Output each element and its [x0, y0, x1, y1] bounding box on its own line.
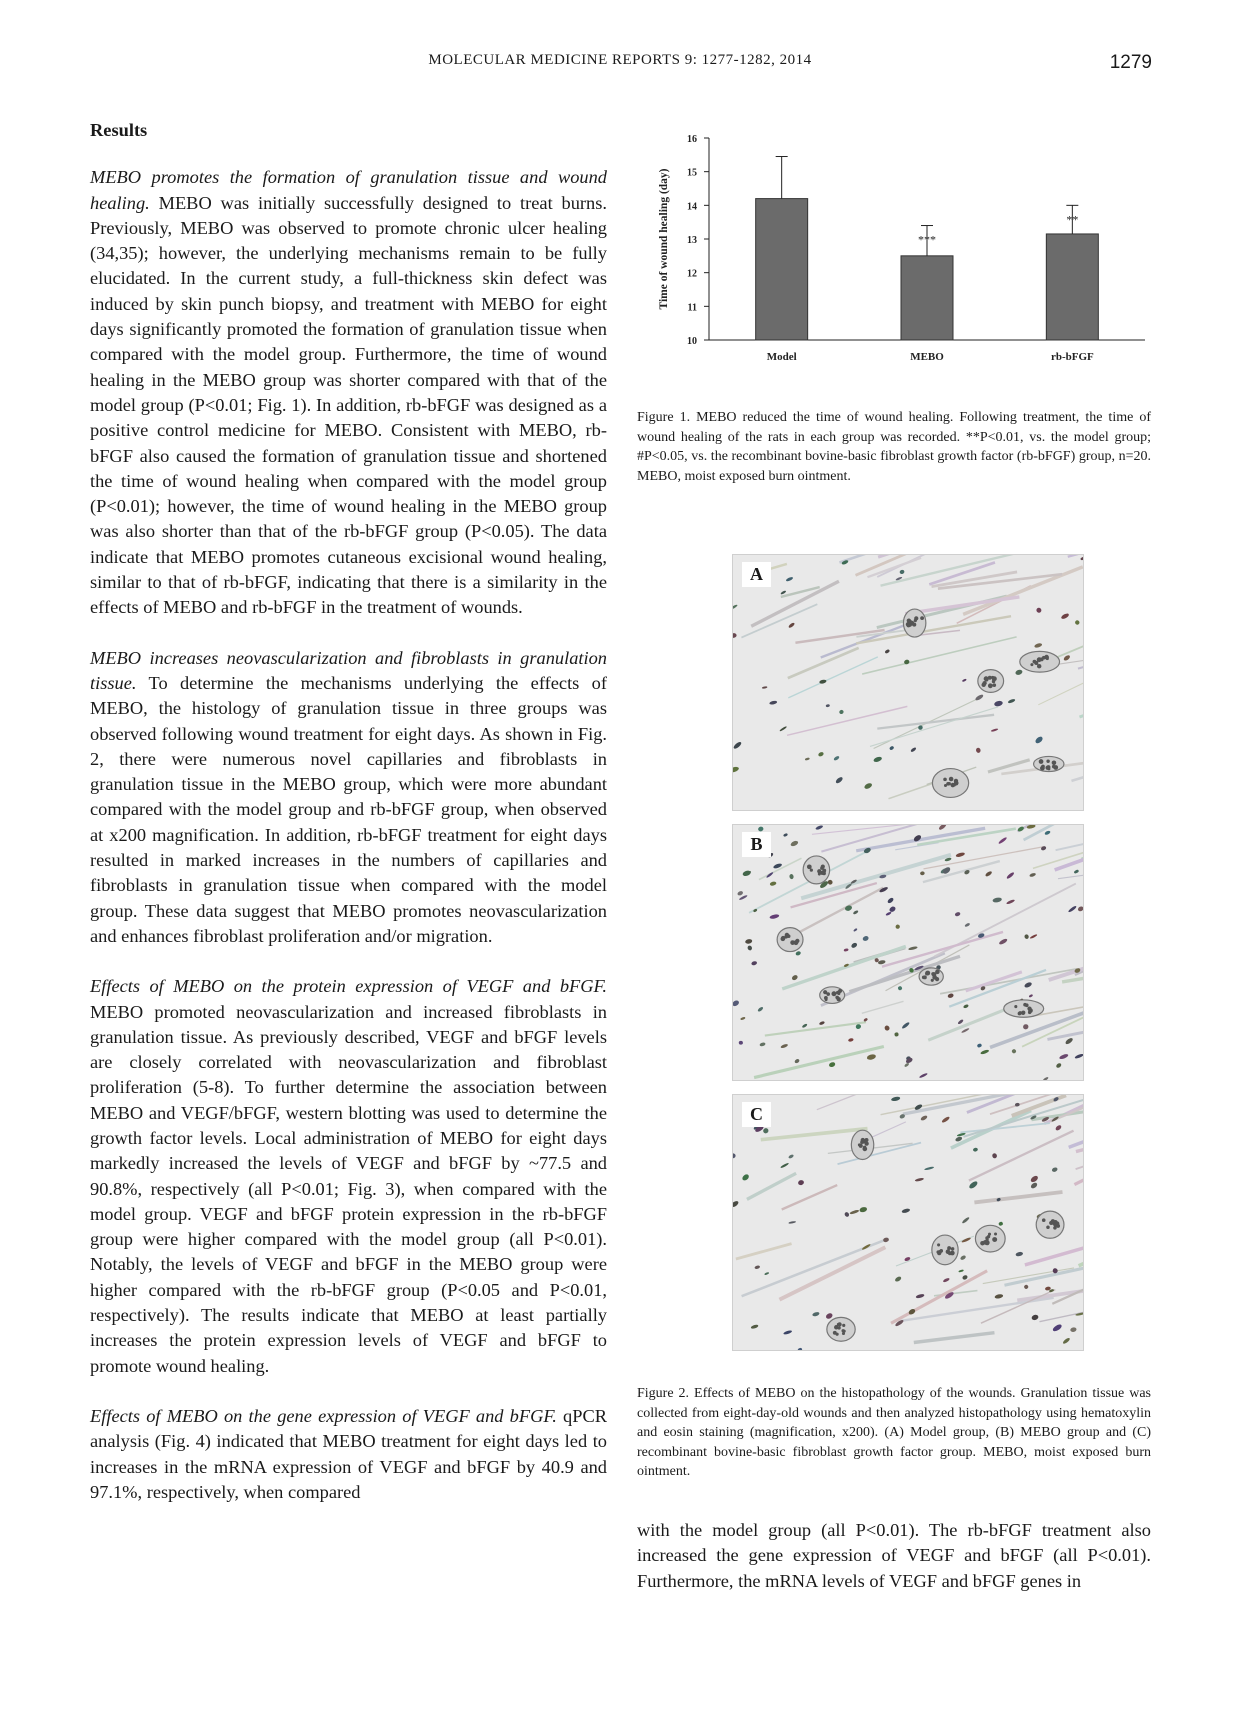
blood-cell [948, 782, 951, 785]
blood-cell [858, 1143, 861, 1146]
bar-rb-bfgf [1046, 234, 1098, 340]
figure2-panel-c [732, 1094, 1084, 1351]
blood-cell [837, 1322, 841, 1326]
blood-cell [988, 683, 993, 688]
blood-cell [988, 676, 992, 680]
blood-cell [1052, 765, 1055, 768]
paragraph-body: MEBO was initially successfully designed to treat burns. Previously, MEBO was observed to promote chronic ulcer healing (34,35); however, the underlying mechanisms remain to be fully elucidated. In the current study, a full-thickness skin defect was induced by skin punch biopsy, and treatment with MEBO for eight days significantly promoted the formation of granulation tissue when compared with the model group. Furthermore, the time of wound healing in the MEBO group was shorter compared with that of the model group (P<0.01; Fig. 1). In addition, rb-bFGF was designed as a positive control medicine for MEBO. Consistent with MEBO, rb-bFGF also caused the formation of granulation tissue and shortened the time of wound healing when compared with the model group (P<0.01); however, the time of wound healing in the MEBO group was also shorter than that of the rb-bFGF group (P<0.05). The data indicate that MEBO promotes cutaneous excisional wound healing, similar to that of rb-bFGF, indicating that there is a similarity in the effects of MEBO and rb-bFGF in the treatment of wounds. [90, 192, 607, 618]
capillary [851, 1130, 873, 1159]
blood-cell [912, 623, 916, 627]
panel-label: A [742, 562, 771, 587]
blood-cell [807, 864, 812, 869]
bar-mebo [901, 256, 953, 340]
blood-cell [992, 683, 996, 687]
blood-cell [790, 940, 795, 945]
bar-chart [637, 128, 1151, 418]
x-tick-label: MEBO [910, 351, 944, 363]
blood-cell [939, 1249, 943, 1253]
blood-cell [984, 676, 989, 681]
blood-cell [821, 865, 825, 869]
blood-cell [842, 1324, 845, 1327]
blood-cell [1042, 1218, 1046, 1222]
paragraph-granulation [90, 165, 607, 620]
blood-cell [1014, 1005, 1017, 1008]
y-tick-label: 10 [687, 336, 697, 347]
blood-cell [841, 1329, 844, 1332]
paragraph-neovascularization [90, 646, 607, 950]
blood-cell [992, 1237, 997, 1242]
blood-cell [986, 1238, 989, 1241]
blood-cell [1046, 760, 1049, 763]
blood-cell [932, 975, 937, 980]
blood-cell [825, 998, 828, 1001]
histology-image-a [733, 555, 1083, 810]
blood-cell [1018, 1011, 1022, 1015]
y-tick-label: 12 [687, 268, 697, 280]
blood-cell [1042, 656, 1046, 660]
figure2-panel-b [732, 824, 1084, 1081]
y-tick-label: 16 [687, 134, 697, 145]
significance-label: ** [1066, 212, 1079, 227]
blood-cell [907, 618, 911, 622]
paragraph-subtitle: MEBO increases neovascularization and fibroblasts in granulation tissue. [90, 647, 607, 693]
blood-cell [1047, 767, 1050, 770]
figure2-caption: Figure 2. Effects of MEBO on the histopathology of the wounds. Granulation tissue was collected from eight-day-old wounds and then analyzed histopathology using hematoxylin and eosin staining (magnification, x200). (A) Model group, (B) MEBO group and (C) recombinant bovine-basic fibroblast growth factor group. MEBO, moist exposed burn ointment. [637, 1386, 1151, 1479]
blood-cell [1025, 1003, 1029, 1007]
bar-model [756, 199, 808, 340]
blood-cell [861, 1141, 864, 1144]
blood-cell [781, 937, 786, 942]
paragraph-subtitle: MEBO promotes the formation of granulation tissue and wound healing. [90, 167, 607, 213]
tissue-background [733, 1095, 1083, 1350]
figure2-panel-a [732, 554, 1084, 811]
capillary [975, 1225, 1005, 1252]
continued-paragraph: with the model group (all P<0.01). The rb-bFGF treatment also increased the gene expression of VEGF and bFGF (all P<0.01). Furthermore, the mRNA levels of VEGF and bFGF genes in [637, 1520, 1151, 1591]
paragraph-body: To determine the mechanisms underlying the effects of MEBO, the histology of granulation tissue in three groups was observed following wound treatment for eight days. As shown in Fig. 2, there were numerous novel capillaries and fibroblasts in granulation tissue in the MEBO group, which were more abundant compared with the model group and rb-bFGF group, when observed at x200 magnification. In addition, rb-bFGF treatment for eight days resulted in marked increases in the numbers of capillaries and fibroblasts in granulation tissue when compared with the model group. These data suggest that MEBO promotes neovascularization and enhances fibroblast proliferation and/or migration. [90, 672, 607, 946]
blood-cell [831, 991, 836, 996]
blood-cell [992, 676, 997, 681]
blood-cell [947, 1246, 951, 1250]
blood-cell [818, 873, 821, 876]
blood-cell [907, 623, 911, 627]
blood-cell [837, 1326, 840, 1329]
y-tick-label: 13 [687, 235, 697, 246]
x-tick-label: Model [766, 351, 797, 363]
blood-cell [822, 869, 826, 873]
blood-cell [914, 616, 918, 620]
blood-cell [1034, 661, 1038, 665]
blood-cell [1028, 1008, 1033, 1013]
right-column-text [637, 1518, 1151, 1594]
blood-cell [922, 976, 925, 979]
blood-cell [1030, 663, 1033, 666]
blood-cell [1039, 759, 1044, 764]
paragraph-subtitle: Effects of MEBO on the protein expression of VEGF and bFGF. [90, 976, 607, 997]
blood-cell [949, 777, 954, 782]
histology-image-c [733, 1095, 1083, 1350]
figure1-chart [637, 128, 1151, 418]
blood-cell [994, 1232, 997, 1235]
blood-cell [981, 683, 985, 687]
left-column [90, 118, 607, 1505]
blood-cell [987, 1235, 990, 1238]
paragraph-body: qPCR analysis (Fig. 4) indicated that MEBO treatment for eight days led to increases in the mRNA expression of VEGF and bFGF by 40.9 and 97.1%, respectively, when compared [90, 1405, 607, 1502]
blood-cell [836, 1333, 839, 1336]
paragraph-body: MEBO promoted neovascularization and increased fibroblasts in granulation tissue. As previously described, VEGF and bFGF levels are closely correlated with neovascularization and fibroblast proliferation (5-8). To further determine the association between MEBO and VEGF/bFGF, western blotting was used to determine the growth factor levels. Local administration of MEBO for eight days markedly increased the levels of VEGF and bFGF by ~77.5 and 90.8%, respectively (all P<0.01; Fig. 3), when compared with the model group. VEGF and bFGF protein expression in the rb-bFGF group were higher compared with the model group (all P<0.01). Notably, the levels of VEGF and bFGF in the MEBO group were higher compared with the rb-bFGF group (P<0.05 and P<0.01, respectively). The results indicate that MEBO at least partially increases the protein expression levels of VEGF and bFGF to promote wound healing. [90, 1001, 607, 1376]
paragraph-protein-expression [90, 974, 607, 1379]
blood-cell [835, 996, 839, 1000]
capillary [932, 1235, 958, 1265]
running-title: MOLECULAR MEDICINE REPORTS 9: 1277-1282, 2014 [428, 52, 812, 68]
significance-label: *** [918, 232, 936, 247]
y-tick-label: 15 [687, 167, 697, 179]
panel-label: B [742, 832, 771, 857]
paragraph-subtitle: Effects of MEBO on the gene expression of VEGF and bFGF. [90, 1405, 557, 1426]
blood-cell [1055, 1221, 1059, 1225]
panel-label: C [742, 1102, 771, 1127]
blood-cell [948, 1252, 952, 1256]
blood-cell [864, 1141, 868, 1145]
blood-cell [1038, 658, 1041, 661]
page-number: 1279 [1109, 52, 1152, 73]
section-heading: Results [90, 120, 148, 140]
blood-cell [836, 991, 840, 995]
blood-cell [823, 990, 827, 994]
blood-cell [1041, 765, 1045, 769]
figure1-caption: Figure 1. MEBO reduced the time of wound healing. Following treatment, the time of wound healing of the rats in each group was recorded. **P<0.01, vs. the model group; #P<0.05, vs. the recombinant bovine-basic fibroblast growth factor (rb-bFGF) group, n=20. MEBO, moist exposed burn ointment. [637, 410, 1151, 484]
blood-cell [920, 616, 924, 620]
x-tick-label: rb-bFGF [1050, 351, 1094, 363]
blood-cell [810, 868, 813, 871]
blood-cell [842, 1332, 845, 1335]
histology-image-b [733, 825, 1083, 1080]
capillary [827, 1317, 855, 1341]
blood-cell [951, 1247, 954, 1250]
y-tick-label: 14 [687, 201, 697, 213]
capillary [978, 670, 1004, 693]
paragraph-gene-expression [90, 1404, 607, 1505]
blood-cell [937, 1243, 940, 1246]
blood-cell [925, 972, 929, 976]
blood-cell [1046, 657, 1049, 660]
blood-cell [1046, 1226, 1050, 1230]
blood-cell [862, 1147, 867, 1152]
blood-cell [1051, 1219, 1055, 1223]
blood-cell [785, 933, 789, 937]
blood-cell [1053, 1226, 1057, 1230]
blood-cell [943, 778, 947, 782]
y-axis-label: Time of wound healing (day) [658, 168, 670, 310]
blood-cell [1037, 664, 1041, 668]
y-tick-label: 11 [687, 302, 697, 314]
blood-cell [954, 779, 958, 783]
tissue-background [733, 555, 1083, 810]
blood-cell [1052, 760, 1057, 765]
